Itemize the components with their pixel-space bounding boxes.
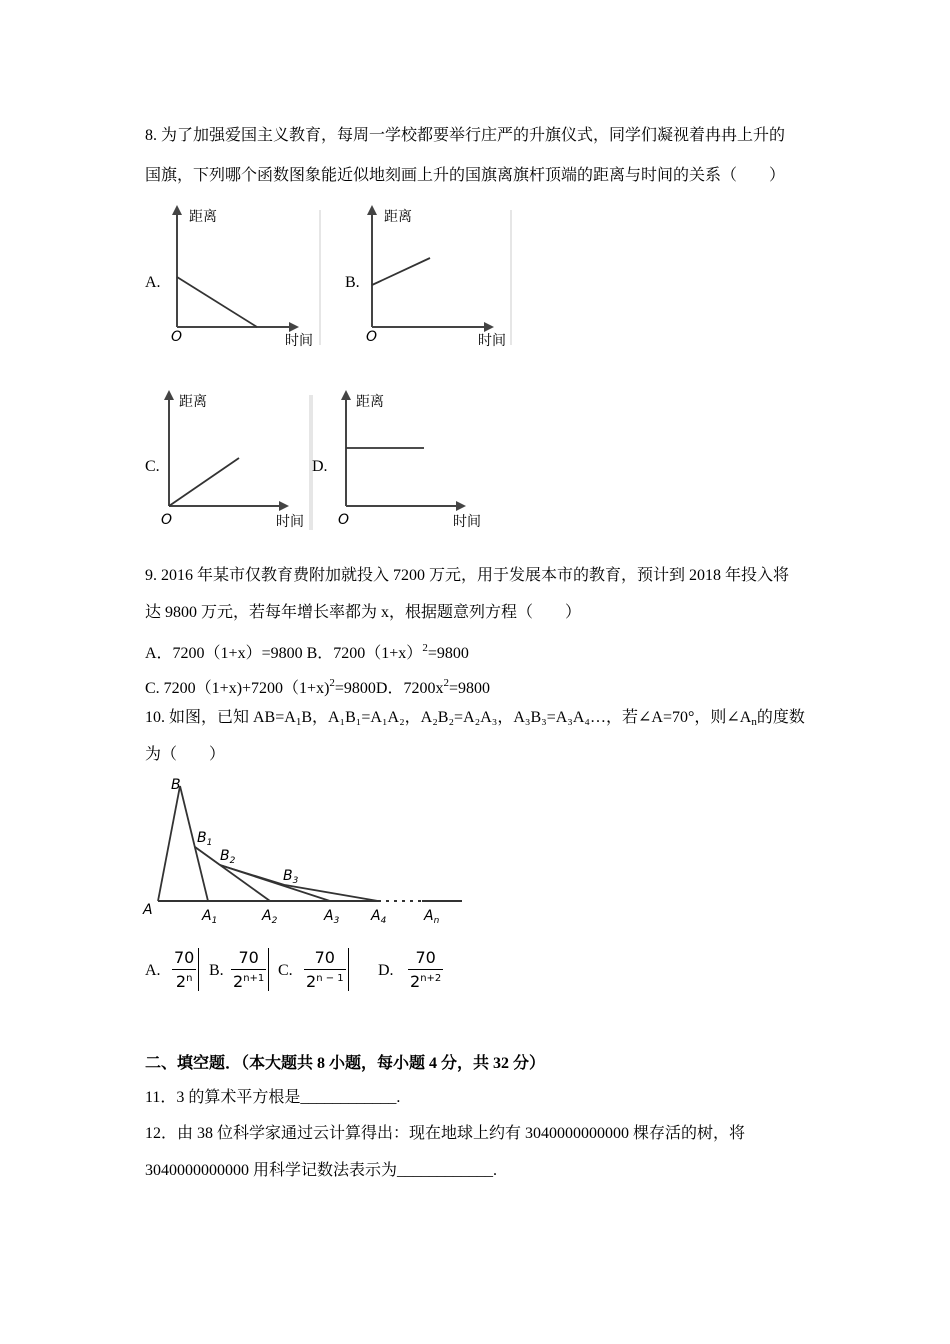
label-b3: $B_3$: [283, 868, 299, 886]
q10-text-tail: 的度数: [756, 709, 805, 726]
origin-label: O: [366, 329, 378, 345]
graph-a: [165, 205, 325, 350]
q9-option-d-exponent: 2: [443, 677, 449, 689]
q9-option-b-tail: =9800: [427, 645, 469, 662]
q10-text-rest: B，A₁B₁=A₁A₂，A₂B₂=A₂A₃，A₃B₃=A₃A₄…，若∠A=70°，则∠A: [301, 709, 752, 726]
q8-line1: 8. 为了加强爱国主义教育，每周一学校都要举行庄严的升旗仪式，同学们凝视着冉冉上升的: [145, 127, 786, 144]
triangle-figure: [140, 770, 470, 930]
label-a4: $A_4$: [371, 908, 387, 926]
graph-d: [334, 390, 494, 535]
q8-option-b-label: B.: [345, 274, 360, 291]
label-b2: $B_2$: [220, 848, 236, 866]
q10-option-a: [145, 948, 205, 998]
q10-option-c: [278, 948, 368, 998]
q9-line2: 达 9800 万元，若每年增长率都为 x，根据题意列方程（ ）: [145, 604, 582, 621]
q9-options-ab: [145, 638, 469, 664]
label-a3: $A_3$: [324, 908, 340, 926]
label-b: B: [171, 777, 181, 793]
y-axis-label: 距离: [179, 394, 207, 410]
q11-text: 11．3 的算术平方根是____________.: [145, 1089, 401, 1106]
x-axis-label: 时间: [453, 514, 481, 530]
label-an: $A_n$: [424, 908, 440, 926]
y-axis-label: 距离: [384, 209, 412, 225]
q10-option-b-label: B.: [209, 962, 224, 979]
q8-option-c-label: C.: [145, 458, 160, 475]
fraction-a: 70 2$^n$: [172, 948, 199, 991]
x-axis-label: 时间: [478, 333, 506, 349]
q10-subscript-n: n: [751, 716, 757, 728]
fraction-c: 70 $2^{n - 1}$: [304, 948, 349, 991]
q10-option-c-label: C.: [278, 962, 293, 979]
q12-line1: 12．由 38 位科学家通过云计算得出：现在地球上约有 3040000000000 棵存活的树，将: [145, 1125, 746, 1142]
x-axis-label: 时间: [285, 333, 313, 349]
label-a1: $A_1$: [202, 908, 218, 926]
q9-option-c: C. 7200（1+x)+7200（1+x): [145, 680, 330, 697]
q9-option-c-exponent: 2: [329, 677, 335, 689]
q10-text-start: 10. 如图，已知 AB=A: [145, 709, 296, 726]
q9-options-cd: [145, 673, 490, 699]
q12-line2: 3040000000000 用科学记数法表示为____________.: [145, 1162, 498, 1179]
label-a2: $A_2$: [262, 908, 278, 926]
q9-line1: 9. 2016 年某市仅教育费附加就投入 7200 万元，用于发展本市的教育，预计到 2018 年投入将: [145, 567, 790, 584]
q9-option-d: =9800D．7200x: [334, 680, 444, 697]
graph-b: [360, 205, 520, 350]
q10-option-d: [378, 948, 458, 998]
q10-line1: 10. 如图，已知 $AB=A_1B$，A₁B₁=A₁A₂，A₂B₂=A₂A₃，A₃B₃=A₃A₄…，若∠A=70°，则$\angle A_n$的度数: [145, 709, 805, 728]
fraction-b: 70 $2^{n+1}$: [231, 948, 269, 991]
q10-line2: 为（ ）: [145, 746, 226, 763]
label-b1: $B_1$: [197, 830, 213, 848]
fraction-d: 70 $2^{n+2}$: [410, 948, 442, 991]
y-axis-label: 距离: [189, 209, 217, 225]
origin-label: O: [171, 329, 183, 345]
y-axis-label: 距离: [356, 394, 384, 410]
graph-c: [157, 390, 317, 535]
q9-option-d-tail: =9800: [449, 680, 491, 697]
q10-option-a-label: A.: [145, 962, 161, 979]
x-axis-label: 时间: [276, 514, 304, 530]
label-a: A: [143, 902, 153, 918]
q8-line2: 国旗，下列哪个函数图象能近似地刻画上升的国旗离旗杆顶端的距离与时间的关系（ ）: [145, 167, 786, 184]
q10-option-b: [209, 948, 279, 998]
origin-label: O: [338, 512, 350, 528]
q8-option-a-label: A.: [145, 274, 161, 291]
q9-option-a: A．7200（1+x）=9800 B．7200（1+x）: [145, 645, 423, 662]
origin-label: O: [161, 512, 173, 528]
q10-option-d-label: D.: [378, 962, 394, 979]
section2-heading: 二、填空题．（本大题共 8 小题，每小题 4 分，共 32 分）: [145, 1055, 546, 1072]
q8-option-d-label: D.: [312, 458, 328, 475]
q9-option-b-exponent: 2: [422, 642, 428, 654]
